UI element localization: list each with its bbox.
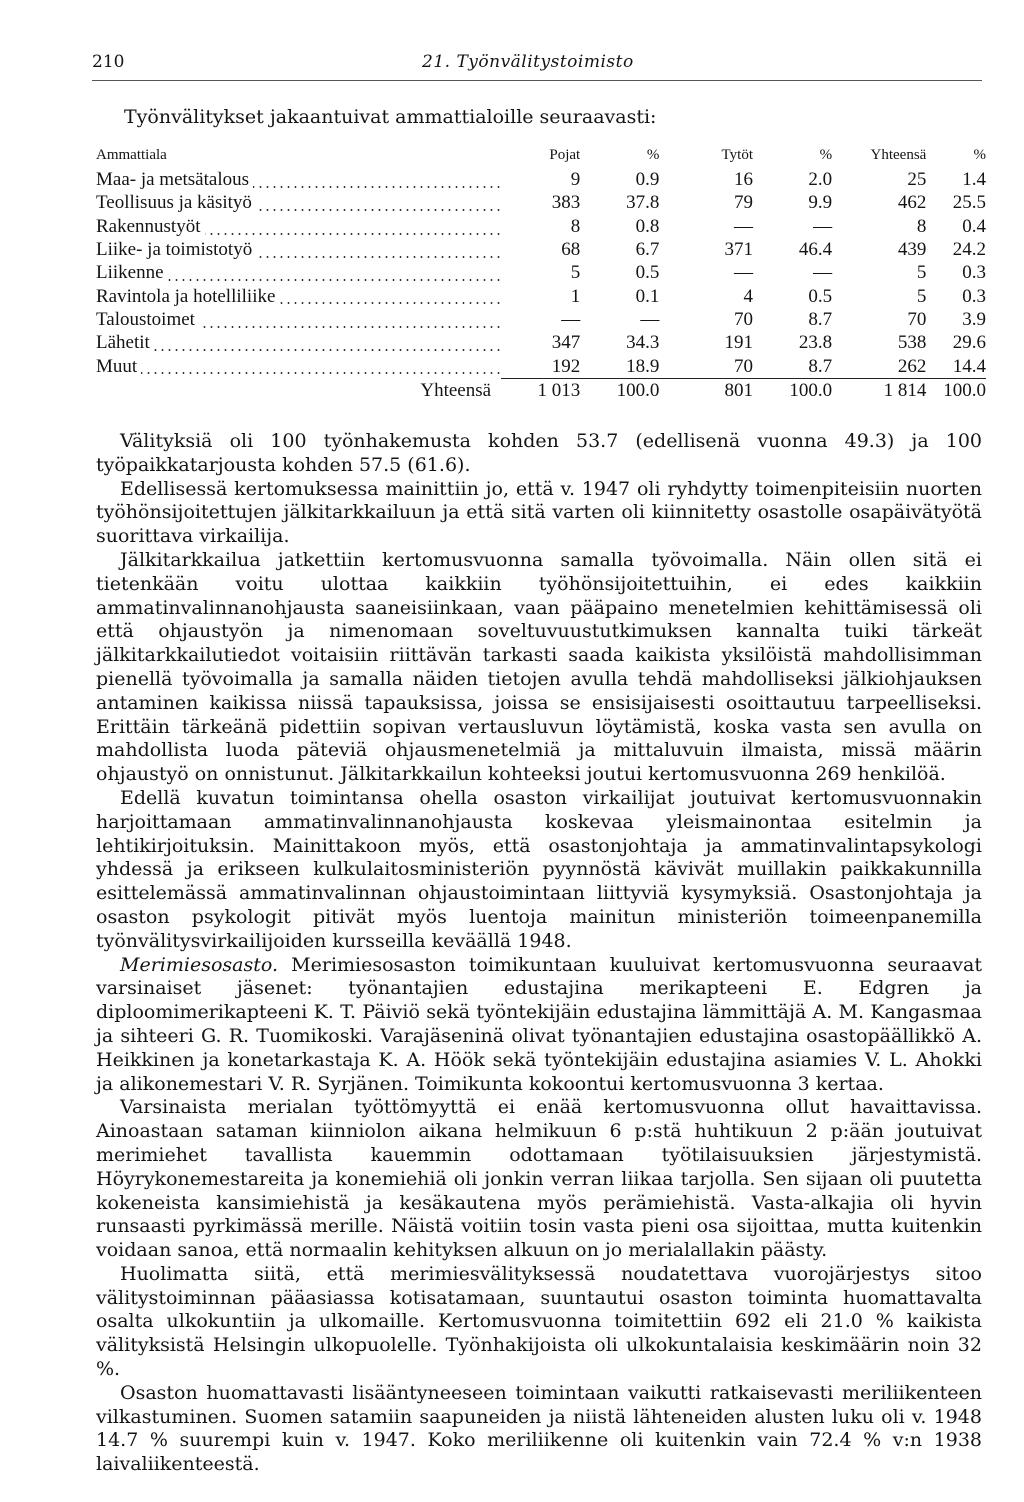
table-cell: 70 (734, 308, 753, 330)
paragraph: Välityksiä oli 100 työnhakemusta kohden 53.7 (edellisenä vuonna 49.3) ja 100 työpaikkatarjousta kohden 57.5 (61.6). (96, 430, 982, 476)
table-cell: 0.3 (962, 285, 986, 307)
paragraph: Huolimatta siitä, että merimiesvälityksessä noudatettava vuorojärjestys sitoo välitystoiminnan pääasiassa kotisatamaan, suuntautui osaston toiminta huomattavalta osalta ulkokuntiin ja ulkomaille. Kertomusvuonna toimitettiin 692 eli 21.0 % kaikista välityksistä Helsingin ulkopuolelle. Työnhakijoista oli ulkokuntalaisia keskimäärin noin 32 %. (96, 1262, 982, 1381)
table-cell: 14.4 (952, 355, 986, 377)
col-header-girls-pct: % (819, 146, 833, 163)
table-cell: 0.9 (635, 169, 660, 191)
table-cell: 70 (907, 308, 927, 330)
table-cell: 25 (907, 169, 927, 191)
table-cell: 0.5 (635, 262, 660, 284)
table-cell: 9.9 (808, 192, 833, 214)
table-cell: 462 (897, 192, 927, 214)
row-label: Muut (96, 356, 141, 377)
table-row (96, 331, 986, 354)
col-header-total: Yhteensä (870, 146, 927, 163)
paragraph: Varsinaista merialan työttömyyttä ei enää kertomusvuonna ollut havaittavissa. Ainoastaan sataman kiinniolon aikana helmikuun 6 p:stä huhtikuun 2 p:ään joutuivat merimiehet tavallista kauemmin odottamaan työtilaisuuksien järjestymistä. Höyrykonemestareita ja konemiehiä oli jonkin verran liikaa tarjolla. Sen sijaan oli puutetta kokeneista kansimiehistä ja kesäkautena myös perämiehistä. Vasta-alkajia oli hyvin runsaasti pyrkimässä merille. Näistä voitiin tosin vasta pieni osa sijoittaa, mutta kuitenkin voidaan sanoa, että normaalin kehityksen alkuun on jo merialallakin päästy. (96, 1096, 982, 1262)
paragraph: Edellä kuvatun toimintansa ohella osaston virkailijat joutuivat kertomusvuonnakin harjoittamaan ammatinvalinnanohjausta koskevaa yleismainontaa esitelmin ja lehtikirjoituksin. Mainittakoon myös, että osastonjohtaja ja ammatinvalintapsykologi yhdessä ja erikseen kulkulaitosministeriön pyynnöstä kävivät muillakin paikkakunnilla esittelemässä ammatinvalinnan ohjaustoimintaan liittyviä kysymyksiä. Osastonjohtaja ja osaston psykologit pitivät myös luentoja mainitun ministeriön toimeenpanemilla työnvälitysvirkailijoiden kursseilla keväällä 1948. (96, 786, 982, 952)
table-header-row (96, 142, 986, 168)
table-row (96, 215, 986, 238)
table-cell: 538 (897, 332, 927, 354)
row-label: Lähetit (96, 332, 154, 353)
table-cell: 383 (551, 192, 581, 214)
row-label: Teollisuus ja käsityö (96, 192, 256, 213)
paragraph: Osaston huomattavasti lisääntyneeseen toimintaan vaikutti ratkaisevasti meriliikenteen vilkastuminen. Suomen satamiin saapuneiden ja niistä lähteneiden alusten luku oli v. 1948 14.7 % suurempi kuin v. 1947. Koko meriliikenne oli kuitenkin vain 72.4 % v:n 1938 laivaliikenteestä. (96, 1381, 982, 1476)
total-cell: 100.0 (926, 378, 986, 402)
table-cell: 5 (916, 262, 927, 284)
table-cell: 29.6 (952, 332, 986, 354)
paragraph: Edellisessä kertomuksessa mainittiin jo, että v. 1947 oli ryhdytty toimenpiteisiin nuorten työhönsijoitettujen jälkitarkkailuun ja että sitä varten oli kiinnitetty osastolle osapäivätyötä suorittava virkailija. (96, 477, 982, 548)
table-cell: 262 (897, 355, 927, 377)
table-cell: 192 (551, 355, 581, 377)
col-header-field: Ammattiala (96, 146, 167, 163)
row-label: Taloustoimet (96, 309, 199, 330)
table-cell: 16 (734, 169, 753, 191)
table-cell: 2.0 (808, 169, 833, 191)
row-label: Ravintola ja hotelliliike (96, 286, 279, 307)
row-label: Liikenne (96, 262, 168, 283)
table-cell: 0.1 (635, 285, 660, 307)
table-cell: 25.5 (952, 192, 986, 214)
row-label: Liike- ja toimistotyö (96, 239, 256, 260)
table-cell: 4 (743, 285, 753, 307)
col-header-girls: Tytöt (721, 146, 753, 163)
table-cell: — (734, 215, 753, 237)
table-cell: 68 (561, 239, 581, 261)
table-cell: 191 (724, 332, 753, 354)
col-header-total-pct: % (973, 146, 986, 163)
table-row (96, 168, 986, 191)
table-cell: — (813, 262, 833, 284)
table-cell: 79 (734, 192, 753, 214)
table-cell: 23.8 (798, 332, 833, 354)
row-label: Rakennustyöt (96, 216, 205, 237)
table-cell: 0.5 (808, 285, 833, 307)
table-cell: 8.7 (808, 355, 833, 377)
table-cell: 347 (551, 332, 581, 354)
table-cell: 8.7 (808, 308, 833, 330)
table-cell: — (734, 262, 753, 284)
table-cell: 18.9 (626, 355, 660, 377)
table-row (96, 354, 986, 378)
table-cell: 0.3 (962, 262, 986, 284)
table-cell: 37.8 (626, 192, 660, 214)
table-cell: — (561, 308, 581, 330)
table-row (96, 261, 986, 284)
table-row (96, 284, 986, 307)
table-cell: 8 (570, 215, 581, 237)
table-cell: 70 (734, 355, 753, 377)
total-cell: 100.0 (580, 378, 659, 402)
header-rule (92, 80, 982, 81)
page-number: 210 (92, 52, 125, 72)
running-title: 21. Työnvälitystoimisto (422, 52, 634, 72)
table-cell: 46.4 (798, 239, 833, 261)
table-cell: 371 (724, 239, 753, 261)
table-cell: 5 (916, 285, 927, 307)
table-cell: 24.2 (952, 239, 986, 261)
total-cell: 1 013 (501, 378, 580, 402)
table-cell: 8 (916, 215, 927, 237)
table-cell: 9 (570, 169, 581, 191)
paragraph: Jälkitarkkailua jatkettiin kertomusvuonna samalla työvoimalla. Näin ollen sitä ei tietenkään voitu ulottaa kaikkiin työhönsijoitettuihin, ei edes kaikkiin ammatinvalinnanohjausta saaneisiinkaan, vaan pääpaino menetelmien kehittämisessä oli että ohjaustyön ja nimenomaan soveltuvuustutkimuksen kannalta tuiki tärkeät jälkitarkkailutiedot voitaisiin riittävän tarkasti saada kaikista yksilöistä mahdollisimman pienellä työvoimalla ja samalla näiden tietojen avulla tehdä mahdolliseksi jälkiohjauksen antaminen kaikissa niissä tapauksissa, joissa se ensisijaisesti osoittautuu tarpeelliseksi. Erittäin tärkeänä pidettiin sopivan vertausluvun löytämistä, koska vasta sen avulla on mahdollista luoda päteviä ohjausmenetelmiä ja mittaluvuin ilmaista, missä määrin ohjaustyö on onnistunut. Jälkitarkkailun kohteeksi joutui kertomusvuonna 269 henkilöä. (96, 548, 982, 786)
section-heading: Merimiesosasto. (120, 953, 278, 976)
row-label: Maa- ja metsätalous (96, 169, 253, 190)
table-cell: 3.9 (962, 308, 986, 330)
total-cell: 1 814 (832, 378, 926, 402)
paragraph-merimiesosasto (96, 954, 982, 1097)
table-cell: 1.4 (962, 169, 986, 191)
body-text (96, 430, 982, 1477)
table-cell: — (640, 308, 660, 330)
col-header-boys-pct: % (646, 146, 660, 163)
page-header (92, 52, 984, 76)
table-cell: 0.8 (635, 215, 660, 237)
table-cell: 0.4 (962, 215, 986, 237)
total-cell: 801 (659, 378, 753, 402)
table-cell: 439 (897, 239, 927, 261)
total-label: Yhteensä (420, 379, 492, 401)
occupation-table (96, 142, 986, 402)
table-total-row (96, 378, 986, 402)
table-cell: 5 (570, 262, 581, 284)
col-header-boys: Pojat (549, 146, 581, 163)
paragraph-text: Merimiesosaston toimikuntaan kuuluivat kertomusvuonna seuraavat varsinaiset jäsenet: työnantajien edustajina merikapteeni E. Edgren ja diploomimerikapteeni K. T. Päiviö sekä työntekijäin edustajina lämmittäjä A. M. Kangasmaa ja sihteeri G. R. Tuomikoski. Varajäseninä olivat työnantajien edustajina osastopäällikkö A. Heikkinen ja konetarkastaja K. A. Höök sekä työntekijäin edustajina asiamies V. L. Ahokki ja alikonemestari V. R. Syrjänen. Toimikunta kokoontui kertomusvuonna 3 kertaa. (96, 953, 982, 1095)
table-row (96, 191, 986, 214)
total-cell: 100.0 (753, 378, 832, 402)
table-cell: 34.3 (626, 332, 660, 354)
table-cell: — (813, 215, 833, 237)
table-row (96, 238, 986, 261)
table-cell: 6.7 (635, 239, 660, 261)
table-intro: Työnvälitykset jakaantuivat ammattialoille seuraavasti: (124, 106, 657, 128)
table-row (96, 308, 986, 331)
table-cell: 1 (570, 285, 581, 307)
